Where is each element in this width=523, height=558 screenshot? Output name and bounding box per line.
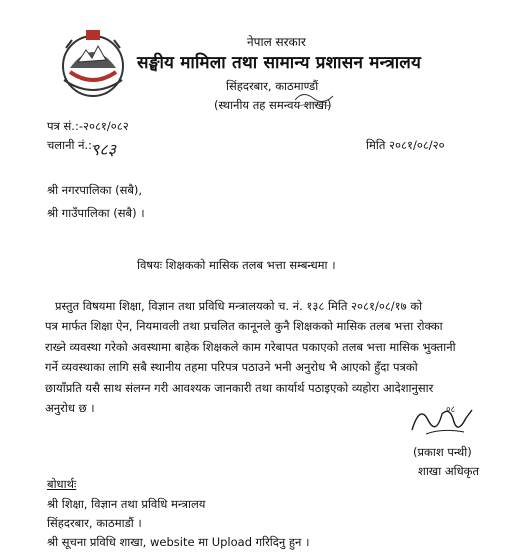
body-line: प्रस्तुत विषयमा शिक्षा, विज्ञान तथा प्रविधि मन्त्रालयको च. नं. १३८ मिति २०८१/०८/१७ को <box>55 299 423 313</box>
government-title: नेपाल सरकार <box>247 35 306 49</box>
ministry-title: सङ्घीय मामिला तथा सामान्य प्रशासन मन्त्रालय <box>137 53 422 73</box>
body-line: अनुरोध छ । <box>45 401 95 416</box>
recipient-line: श्री नगरपालिका (सबै), <box>47 183 143 197</box>
signatory-name: (प्रकाश पन्थी) <box>413 445 472 459</box>
cc-item: श्री शिक्षा, विज्ञान तथा प्रविधि मन्त्रालय <box>47 497 206 511</box>
letter-date: मिति २०८१/०८/२० <box>366 138 445 152</box>
nepal-emblem-logo <box>56 28 130 100</box>
office-location: सिंहदरबार, काठमाण्डौं <box>226 79 319 93</box>
body-line: छायाँप्रति यसै साथ संलग्न गरी आवश्यक जानकारी तथा कार्यार्थ पठाइएको व्यहोरा आदेशानुसार <box>45 380 434 395</box>
recipient-line: श्री गाउँपालिका (सबै) । <box>47 206 145 220</box>
cc-heading: बोधार्थः <box>47 477 77 491</box>
letter-subject: विषयः शिक्षकको मासिक तलब भत्ता सम्बन्धमा । <box>137 258 336 272</box>
cc-item: सिंहदरबार, काठमाडौं । <box>47 516 142 530</box>
signatory-designation: शाखा अधिकृत <box>418 464 480 478</box>
dispatch-number-label: चलानी नं.:- <box>47 138 97 152</box>
handwritten-signature <box>406 400 478 440</box>
svg-text:०८: ०८ <box>446 405 456 415</box>
body-line: राख्ने व्यवस्था गरेको अवस्थामा बाहेक शिक्षकले काम गरेबापत पकाएको तलब भत्ता मासिक भुक्तानी <box>45 339 456 354</box>
cc-item: श्री सूचना प्रविधि शाखा, website मा Upload गरिदिनु हुन । <box>47 535 310 549</box>
letter-number: पत्र सं.:-२०८१/०८२ <box>47 119 129 133</box>
body-line: पत्र मार्फत शिक्षा ऐन, नियमावली तथा प्रचलित कानूनले कुनै शिक्षकको मासिक तलब भत्ता रोक्का <box>45 319 443 334</box>
seal-mark-icon <box>293 88 337 110</box>
dispatch-number-handwritten: ९८३ <box>91 140 116 159</box>
body-line: गर्ने व्यवस्थाका लागि सबै स्थानीय तहमा परिपत्र पठाउने भनी अनुरोध भै आएको हुँदा पत्रको <box>45 360 418 375</box>
section-name: (स्थानीय तह समन्वय शाखा) <box>214 98 332 112</box>
